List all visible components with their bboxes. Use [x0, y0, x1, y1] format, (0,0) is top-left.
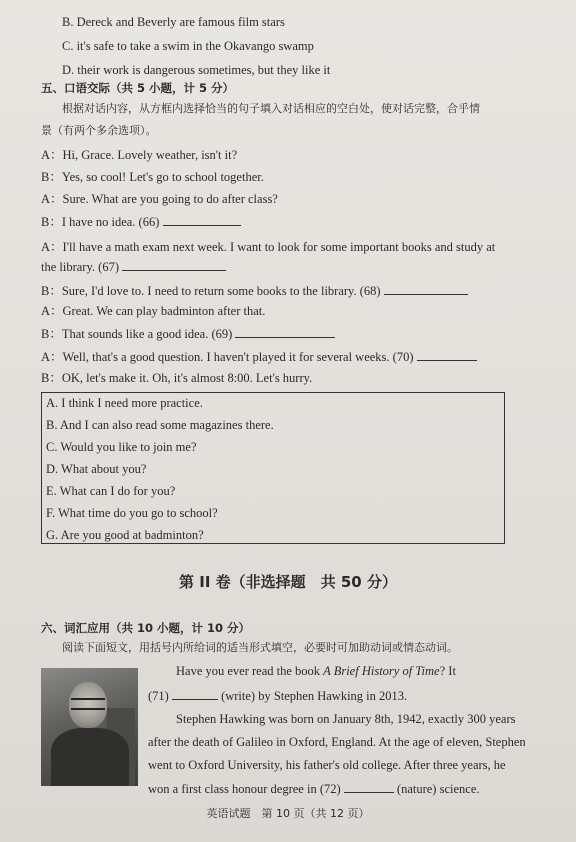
dialogue-line-69 — [41, 325, 335, 342]
figure-body-shape — [51, 728, 129, 786]
section6-heading: 六、词汇应用（共 10 小题，计 10 分） — [41, 621, 251, 635]
box-option-c: C. Would you like to join me? — [46, 440, 197, 454]
dialogue-text: B：Sure, I'd love to. I need to return some books to the library. (68) — [41, 284, 381, 298]
answer-blank-69[interactable] — [235, 325, 335, 338]
passage-text: won a first class honour degree in (72) — [148, 782, 341, 796]
dialogue-text: A：Well, that's a good question. I haven't played it for several weeks. (70) — [41, 350, 414, 364]
dialogue-text: the library. (67) — [41, 260, 119, 274]
passage-line5: went to Oxford University, his father's old college. After three years, he — [148, 758, 506, 772]
dialogue-line-66 — [41, 213, 241, 230]
box-option-a: A. I think I need more practice. — [46, 396, 203, 410]
section6-instruction: 阅读下面短文，用括号内所给词的适当形式填空，必要时可加助动词或情态动词。 — [62, 641, 458, 654]
dialogue-line-67 — [41, 258, 226, 275]
passage-line3: Stephen Hawking was born on January 8th, 1942, exactly 300 years — [176, 712, 516, 726]
answer-blank-72[interactable] — [344, 780, 394, 793]
answer-blank-66[interactable] — [163, 213, 241, 226]
dialogue-line-70 — [41, 348, 477, 365]
answer-blank-68[interactable] — [384, 282, 468, 295]
answer-blank-71[interactable] — [172, 687, 218, 700]
section5-heading: 五、口语交际（共 5 小题，计 5 分） — [41, 81, 235, 95]
section5-instruction-line2: 景（有两个多余选项）。 — [41, 124, 157, 137]
part2-title: 第 II 卷（非选择题 共 50 分） — [179, 573, 397, 591]
stephen-hawking-photo — [41, 668, 138, 786]
dialogue-text: B：That sounds like a good idea. (69) — [41, 327, 233, 341]
box-option-e: E. What can I do for you? — [46, 484, 176, 498]
section5-instruction-line1: 根据对话内容，从方框内选择恰当的句子填入对话相应的空白处，使对话完整，合乎情 — [62, 102, 480, 115]
question-number-71: (71) — [148, 689, 169, 703]
dialogue-line: B：OK, let's make it. Oh, it's almost 8:00. Let's hurry. — [41, 371, 313, 385]
passage-line2 — [148, 687, 407, 704]
box-option-g: G. Are you good at badminton? — [46, 528, 204, 542]
passage-text: Have you ever read the book — [176, 664, 324, 678]
options-box — [41, 392, 505, 544]
dialogue-line: A：I'll have a math exam next week. I want to look for some important books and study at — [41, 240, 496, 254]
dialogue-line: A：Sure. What are you going to do after class? — [41, 192, 278, 206]
dialogue-line: B：Yes, so cool! Let's go to school together. — [41, 170, 264, 184]
passage-line4: after the death of Galileo in Oxford, England. At the age of eleven, Stephen — [148, 735, 526, 749]
dialogue-line-68 — [41, 282, 468, 299]
box-option-d: D. What about you? — [46, 462, 147, 476]
box-option-b: B. And I can also read some magazines there. — [46, 418, 274, 432]
box-option-f: F. What time do you go to school? — [46, 506, 218, 520]
dialogue-line: A：Great. We can play badminton after that. — [41, 304, 266, 318]
option-c: C. it's safe to take a swim in the Okavango swamp — [62, 39, 314, 53]
glasses-shape — [71, 698, 105, 710]
passage-line6 — [148, 780, 480, 797]
option-d: D. their work is dangerous sometimes, but they like it — [62, 63, 331, 77]
passage-text: (nature) science. — [396, 782, 480, 796]
answer-blank-70[interactable] — [417, 348, 477, 361]
book-title: A Brief History of Time — [323, 664, 440, 678]
page-footer: 英语试题 第 10 页（共 12 页） — [206, 807, 370, 820]
answer-blank-67[interactable] — [122, 258, 226, 271]
option-b: B. Dereck and Beverly are famous film stars — [62, 15, 285, 29]
passage-text: ? It — [439, 664, 456, 678]
dialogue-text: B：I have no idea. (66) — [41, 215, 160, 229]
passage-text: (write) by Stephen Hawking in 2013. — [221, 689, 408, 703]
passage-line1 — [176, 663, 456, 679]
dialogue-line: A：Hi, Grace. Lovely weather, isn't it? — [41, 148, 238, 162]
